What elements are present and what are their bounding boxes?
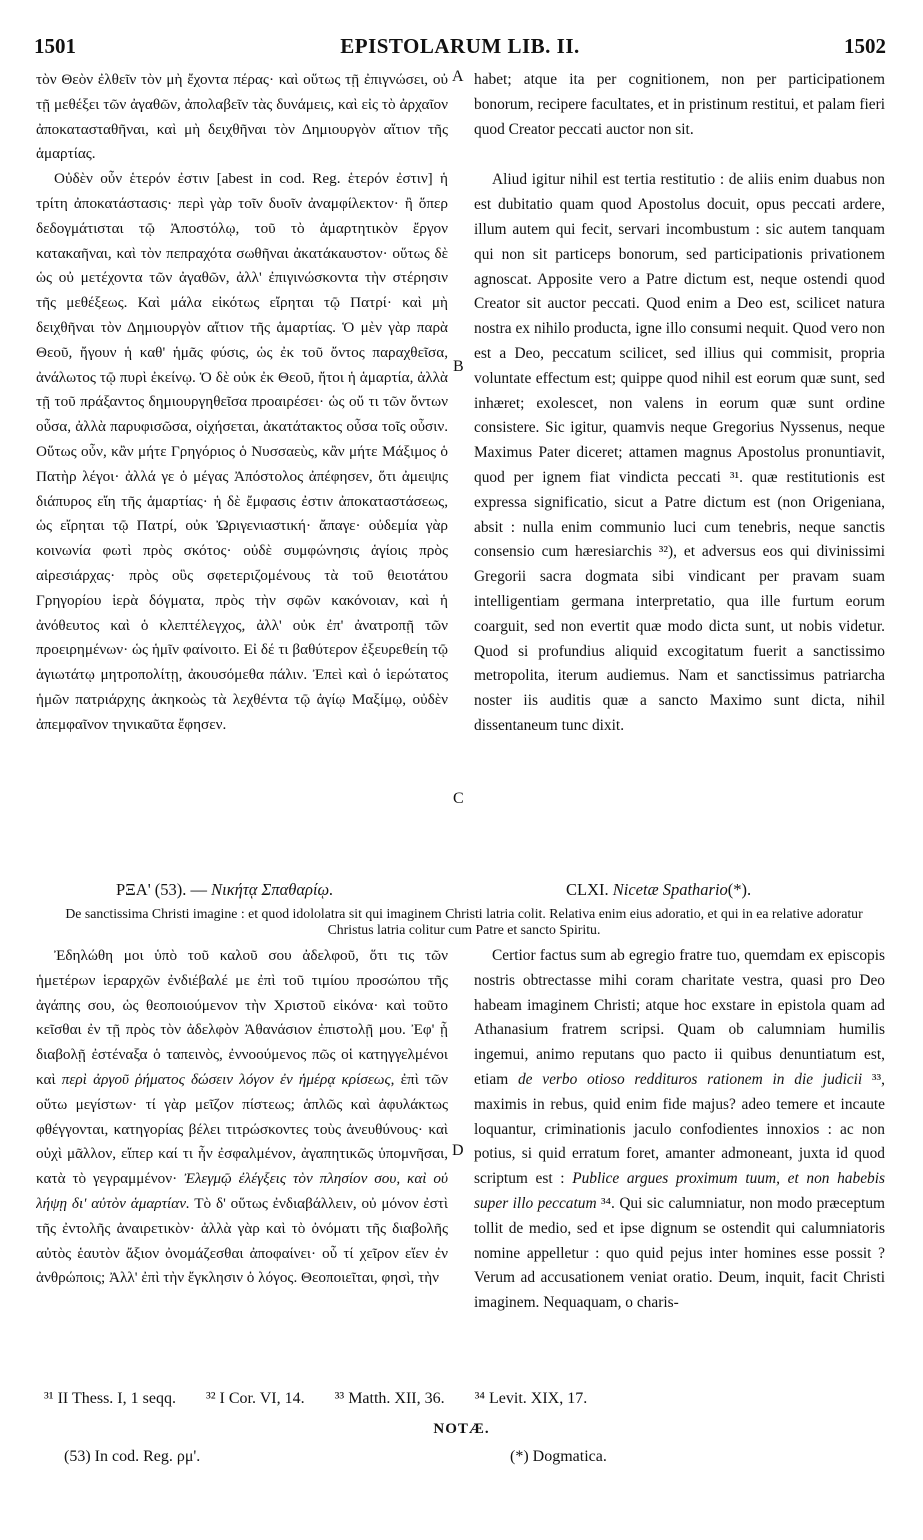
- latin-citation: Publice argues proximum tuum, et non habebis super illo peccatum: [474, 1170, 885, 1212]
- margin-marker-b: B: [453, 358, 464, 375]
- greek-text-run: Τὸ δ' οὕτως ἐνδιαβάλλειν, οὐ μόνον ἐστὶ τῆς ἐντολῆς ἀναιρετικὸν· ἀλλὰ γὰρ καὶ τὸ ὀνόματι τῆς διαβολῆς αὐτὸς ἑαυτὸν ἄξιον ὀνομάζεσθαι ἀποφαίνει· οὗ τί χεῖρον εἴεν ἐν ἀνθρώποις; Ἀλλ' ἐπὶ τὴν ἔγκλησιν ὁ λόγος. Θεοποιεῖται, φησὶ, τὴν: [36, 1194, 448, 1287]
- latin-text-run: ³³, maximis in rebus, quid enim fide majus? adeo temere et incaute loquantur, criminationis jaculo confodientes innoxios : ac non potius, si quid erratum foret, amanter admoneant, juxta id quod scriptum est :: [474, 1070, 885, 1188]
- right-page-number: 1502: [844, 34, 886, 58]
- greek-text-run: , ἐπὶ τῶν οὕτω μεγίστων· τί γὰρ μεῖζον πίστεως; ἁπλῶς καὶ ἀφυλάκτως φθέγγονται, κατηγορίας βέλει τιτρώσκοντες τοὺς ἀνευθύνους· καὶ οὐχὶ μᾶλλον, εἴπερ καί τι ἦν ἐσφαλμένον, ἀγαπητικῶς ὑπομνῆσαι, κατὰ τὸ γεγραμμένον·: [36, 1070, 448, 1188]
- notae-heading: NOTÆ.: [433, 1421, 490, 1437]
- latin-text-run: ³⁴. Qui sic calumniatur, non modo præceptum tollit de medio, sed et ipse dignum se ostendit qui calumniatoris nomine appelletur : quo quid pejus inter homines esse possit ? Verum ad accusationem veniat oratio. Deum, inquit, facit Christi imaginem. Nequaquam, o charis-: [474, 1194, 885, 1312]
- latin-letter-text: [474, 944, 885, 1316]
- latin-citation: de verbo otioso reddituros rationem in die judicii: [517, 1070, 863, 1088]
- latin-heading-addressee: Nicetæ Spathario: [612, 880, 728, 899]
- greek-heading-addressee: Νικήτᾳ Σπαθαρίῳ.: [211, 880, 334, 899]
- greek-paragraph: Οὐδὲν οὖν ἑτερόν ἐστιν [abest in cod. Reg. ἑτερόν ἐστιν] ἡ τρίτη ἀποκατάστασις· περὶ γὰρ τοῖν δυοῖν ἀναμφίλεκτον· ἢ ὅπερ δεδογμάτισται τῷ Ἀποστόλῳ, τοῦ τὸ ἁμαρτητικὸν ἔργον κατακαῆναι, καὶ τὸν πεπραχότα σωθῆναι ἀκατάκαυστον· οὕτως δὲ ὡς οὐ μετέχοντα τῶν ἀγαθῶν, ἀλλ' ἐπιγινώσκοντα τὴν στέρησιν τῆς μεθέξεως. Καὶ μάλα εἰκότως εἴρηται τῷ Πατρί· καὶ μὴ δειχθῆναι τὸν Δημιουργὸν αἴτιον τῆς ἁμαρτίας. Ὁ μὲν γὰρ παρὰ Θεοῦ, ἤγουν ἡ καθ' ἡμᾶς φύσις, ὡς ἐκ τοῦ ὄντος παραχθεῖσα, ἀνάλωτος τῷ πυρὶ ἐκείνῳ. Ὁ δὲ οὐκ ἐκ Θεοῦ, ἤτοι ἡ ἁμαρτία, ἀλλὰ τῇ τοῦ πράξαντος δημιουργηθεῖσα προαιρέσει· ὡς οὔ τι τῶν ὄντων οὖσα, ἀλλὰ παρυφισῶσα, οἰχήσεται, ἀκατάτακτος οὖσα τοῖς οὖσιν. Οὕτως οὖν, κἂν μήτε Γρηγόριος ὁ Νυσσαεὺς, κἂν μήτε Μάξιμος ὁ Πατὴρ λέγοι· ἀλλά γε ὁ μέγας Ἀπόστολος ἀπέφησεν, ὅτι ἀμειψις διάπυρος εἴη τῆς ἁμαρτίας· ἡ δὲ ἔμφασις ἐστιν ἀποκαταστάσεως, ὡς εἴρηται τῷ Πατρί, οὐκ Ὠριγενιαστική· ἄπαγε· οὐδεμία γὰρ κοινωνία φωτὶ πρὸς σκότος· οὐδὲ συμφώνησις ἁγίοις πρὸς αἱρεσιάρχας· πρὸς οὓς σφετεριζομένους τὰ τοῦ θειοτάτου Γρηγορίου ἱερὰ δόγματα, πρὸς τὴν σφῶν κακόνοιαν, καὶ ἡ ἀνόθευτος καὶ ὁ κλεπτέλεγχος, ἀλλ' οὐκ ἐπ' ἀνατροπῇ τῶν προειρημένων· ὡς ἡμῖν φαίνοιτο. Εἰ δέ τι βαθύτερον ἐξευρεθείη τῷ ἁγιωτάτῳ μητροπολίτῃ, ἀκουσόμεθα πάλιν. Ἐπεὶ καὶ ὁ ἱερώτατος ἡμῶν πατριάρχης ἀκηκοὼς τὰ λεχθέντα τῷ ἁγίῳ Μαξίμῳ, οὐδὲν ἀπεμφαῖνον τηνικαῦτα ἔφησεν.: [36, 170, 448, 733]
- greek-citation: περὶ ἀργοῦ ῥήματος δώσειν λόγον ἐν ἡμέρᾳ κρίσεως: [61, 1070, 391, 1088]
- latin-heading-note-mark: (*).: [727, 880, 752, 899]
- greek-heading-number: ΡΞΑ' (53). —: [116, 880, 208, 899]
- latin-column-bottom: [474, 944, 885, 1380]
- margin-marker-d: D: [452, 1142, 464, 1159]
- greek-column-top: [36, 68, 448, 873]
- note-asterisk: (*) Dogmatica.: [510, 1448, 607, 1465]
- left-page-number: 1501: [34, 34, 76, 58]
- latin-paragraph: habet; atque ita per cognitionem, non per participationem bonorum, recipere facultates, et in pristinum restitui, et palam fieri quod Creator peccati auctor non sit.: [474, 71, 885, 138]
- footnote-32: ³² I Cor. VI, 14.: [205, 1390, 305, 1407]
- note-53: (53) In cod. Reg. ρμ'.: [64, 1448, 201, 1465]
- running-title: EPISTOLARUM LIB. II.: [340, 34, 580, 58]
- greek-letter-heading: [116, 880, 333, 900]
- latin-column-top: [474, 68, 885, 873]
- letter-summary: De sanctissima Christi imagine : et quod idololatra sit qui imaginem Christi latria colit. Relativa enim eius adoratio, et qui in ea relative adoratur Christus latria colitur cum Patre et sancto Spiritu.: [65, 906, 863, 937]
- footnote-33: ³³ Matth. XII, 36.: [334, 1390, 445, 1407]
- greek-text-run: Ἐδηλώθη μοι ὑπὸ τοῦ καλοῦ σου ἀδελφοῦ, ὅτι τις τῶν ἡμετέρων ἱεραρχῶν ἐνδιέβαλέ με ἐπὶ τοῦ τιμίου προσώπου τῆς ἀγάπης σου, ὡς θεοποιούμενον τὴν Χριστοῦ εἰκόνα· καὶ τοῦτο κεῖσθαι ἐν τῇ πρὸς τὸν ἀδελφὸν Ἀθανάσιον ἐπιστολῇ μου. Ἐφ' ᾗ διαβολῇ ἐστέναξα ὁ ταπεινὸς, ἐννοούμενος πῶς οἱ κατηγγελμένοι καὶ: [36, 947, 448, 1088]
- footnote-31: ³¹ II Thess. I, 1 seqq.: [44, 1390, 176, 1407]
- running-header: [34, 34, 886, 68]
- margin-marker-c: C: [453, 790, 464, 807]
- greek-paragraph: τὸν Θεὸν ἐλθεῖν τὸν μὴ ἔχοντα πέρας· καὶ οὕτως τῇ ἐπιγνώσει, οὐ τῇ μεθέξει τῶν ἀγαθῶν, ἀπολαβεῖν τὰς δυνάμεις, καὶ εἰς τὸ ἀρχαῖον ἀποκατασταθῆναι, καὶ μὴ δειχθῆναι τὸν Δημιουργὸν αἴτιον τῆς ἁμαρτίας.: [36, 71, 448, 163]
- greek-letter-text: [36, 944, 448, 1291]
- scripture-footnotes: [44, 1390, 864, 1408]
- latin-text-run: Certior factus sum ab egregio fratre tuo, quemdam ex episcopis nostris obtrectasse mihi coram charitate vestra, quasi pro Deo habeam imaginem Christi; atque hoc exstare in epistola quam ad Athanasium fratrem scripsi. Quam ob calumniam humilis ingemui, animo reputans quo pacto ii quibus denuntiatum est, etiam: [474, 947, 885, 1088]
- footnote-34: ³⁴ Levit. XIX, 17.: [474, 1390, 588, 1407]
- latin-letter-heading: [566, 880, 751, 900]
- latin-heading-number: CLXI.: [566, 880, 609, 899]
- greek-citation: Ἐλεγμῷ ἐλέγξεις τὸν πλησίον σου, καὶ οὐ λήψῃ δι' αὐτὸν ἁμαρτίαν.: [36, 1170, 448, 1212]
- margin-marker-a: A: [452, 68, 464, 85]
- latin-paragraph: Aliud igitur nihil est tertia restitutio : de aliis enim duabus non est dubitatio quam quod Apostolus docuit, opus peccati ardere, illum autem qui fecit, servari incombustum : sic autem tanquam qui non sit particeps bonorum, sed participationis privationem agnoscat. Apposite vero a Patre dictum est, neque ostendi quod Creator sit auctor peccati. Quod enim a Deo est, scilicet natura nostra ex nihilo producta, igne illo consumi nequit. Quod vero non est a Deo, peccatum scilicet, sed illius qui commisit, propria voluntate effectum est; quippe quod nihil est eorum quæ sunt, sed inhæret; exolescet, non valens in eorum quæ sunt ordine consistere. Sic igitur, quamvis neque Gregorius Nyssenus, neque Maximus Pater diceret; attamen magnus Apostolus pronuntiavit, quod per ignem fiat vindicta peccati ³¹. quæ restitutionis est expressa significatio, sicut a Patre dictum est (non Origeniana, absit : nulla enim communio luci cum tenebris, neque sanctis consensio cum hæresiarchis ³²), et adversus eos qui divinissimi Gregorii sacra dogmata sibi vindicant per pravam suam intelligentiam germana interpretatio, qua ille furtum eorum coarguit, sed non evertit quæ modo dicta sunt, ut nobis videtur. Quod si profundius aliquid excogitatum fuerit a sanctissimo metropolita, iterum audiemus. Nam et sanctissimus patriarcha noster iis auditis quæ a sancto Maximo sunt dicta, nihil dissentaneum tunc dixit.: [474, 171, 885, 734]
- greek-column-bottom: [36, 944, 448, 1380]
